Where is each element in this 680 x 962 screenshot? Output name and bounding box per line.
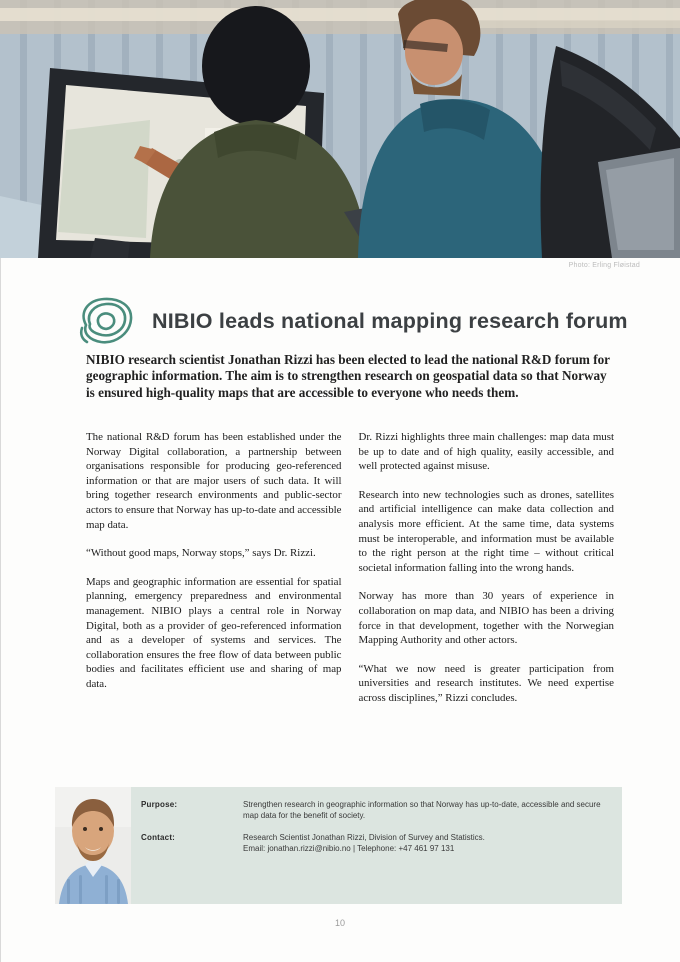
contact-line-1: Research Scientist Jonathan Rizzi, Division of Survey and Statistics. [243,833,485,842]
portrait-illustration [55,787,131,904]
body-paragraph: The national R&D forum has been established under the Norway Digital collaboration, a partnership between organisations responsible for producing geo-referenced information or that are major users of such data. It will bring together research environments and public-sector actors to ensure that Norway has up-to-date and accessible map data. [86,431,342,531]
hero-photo [0,0,680,258]
hero-photo-illustration [0,0,680,258]
article-intro: NIBIO research scientist Jonathan Rizzi has been elected to lead the national R&D forum for geographic information. The aim is to strengthen research on geospatial data so that Norway is ensured high-quality maps that are accessible to everyone who needs them. [86,352,610,400]
body-quote: “Without good maps, Norway stops,” says Dr. Rizzi. [86,547,316,560]
photo-credit: Photo: Erling Fløistad [568,262,640,269]
contact-text [243,833,608,854]
body-paragraph: Norway has more than 30 years of experience in collaboration on map data, and NIBIO has been a driving force in that development, together with the Norwegian Mapping Authority and other actors. [358,590,614,647]
body-paragraph: Research into new technologies such as drones, satellites and artificial intelligence can make data collection and analysis more efficient. At the same time, data systems must be interoperable, and information must be available to the right person at the right time – without critical societal information falling into the wrong hands. [358,488,614,574]
page-title: NIBIO leads national mapping research forum [152,308,628,333]
purpose-text: Strengthen research in geographic information so that Norway has up-to-date, accessible and secure map data for the benefit of society. [243,800,601,820]
purpose-row [141,800,608,821]
nibio-logo-icon [72,294,136,348]
body-paragraph: Maps and geographic information are essential for spatial planning, emergency preparedness and environmental management. NIBIO plays a central role in Norway Digital, both as a provider of geo-referenced information and as a developer of systems and services. The collaboration ensures the free flow of data between public bodies and facilitates efficient use and sharing of map data. [86,575,342,690]
left-column [86,430,342,720]
contact-row [141,833,608,854]
article-header [72,294,628,348]
page-number: 10 [334,918,345,928]
purpose-label: Purpose: [141,800,178,809]
contact-line-2: Email: jonathan.rizzi@nibio.no | Telephone: +47 461 97 131 [243,843,455,853]
body-quote: “What we now need is greater participation from universities and research institutes. We need expertise across disciplines,” Rizzi concludes. [358,662,614,704]
info-box [55,787,622,904]
article-body [86,430,614,720]
body-paragraph: Dr. Rizzi highlights three main challenges: map data must be up to date and of high quality, easily accessible, and well protected against misuse. [358,431,614,473]
right-column [359,430,615,720]
portrait-photo [55,787,131,904]
contact-label: Contact: [141,833,176,842]
